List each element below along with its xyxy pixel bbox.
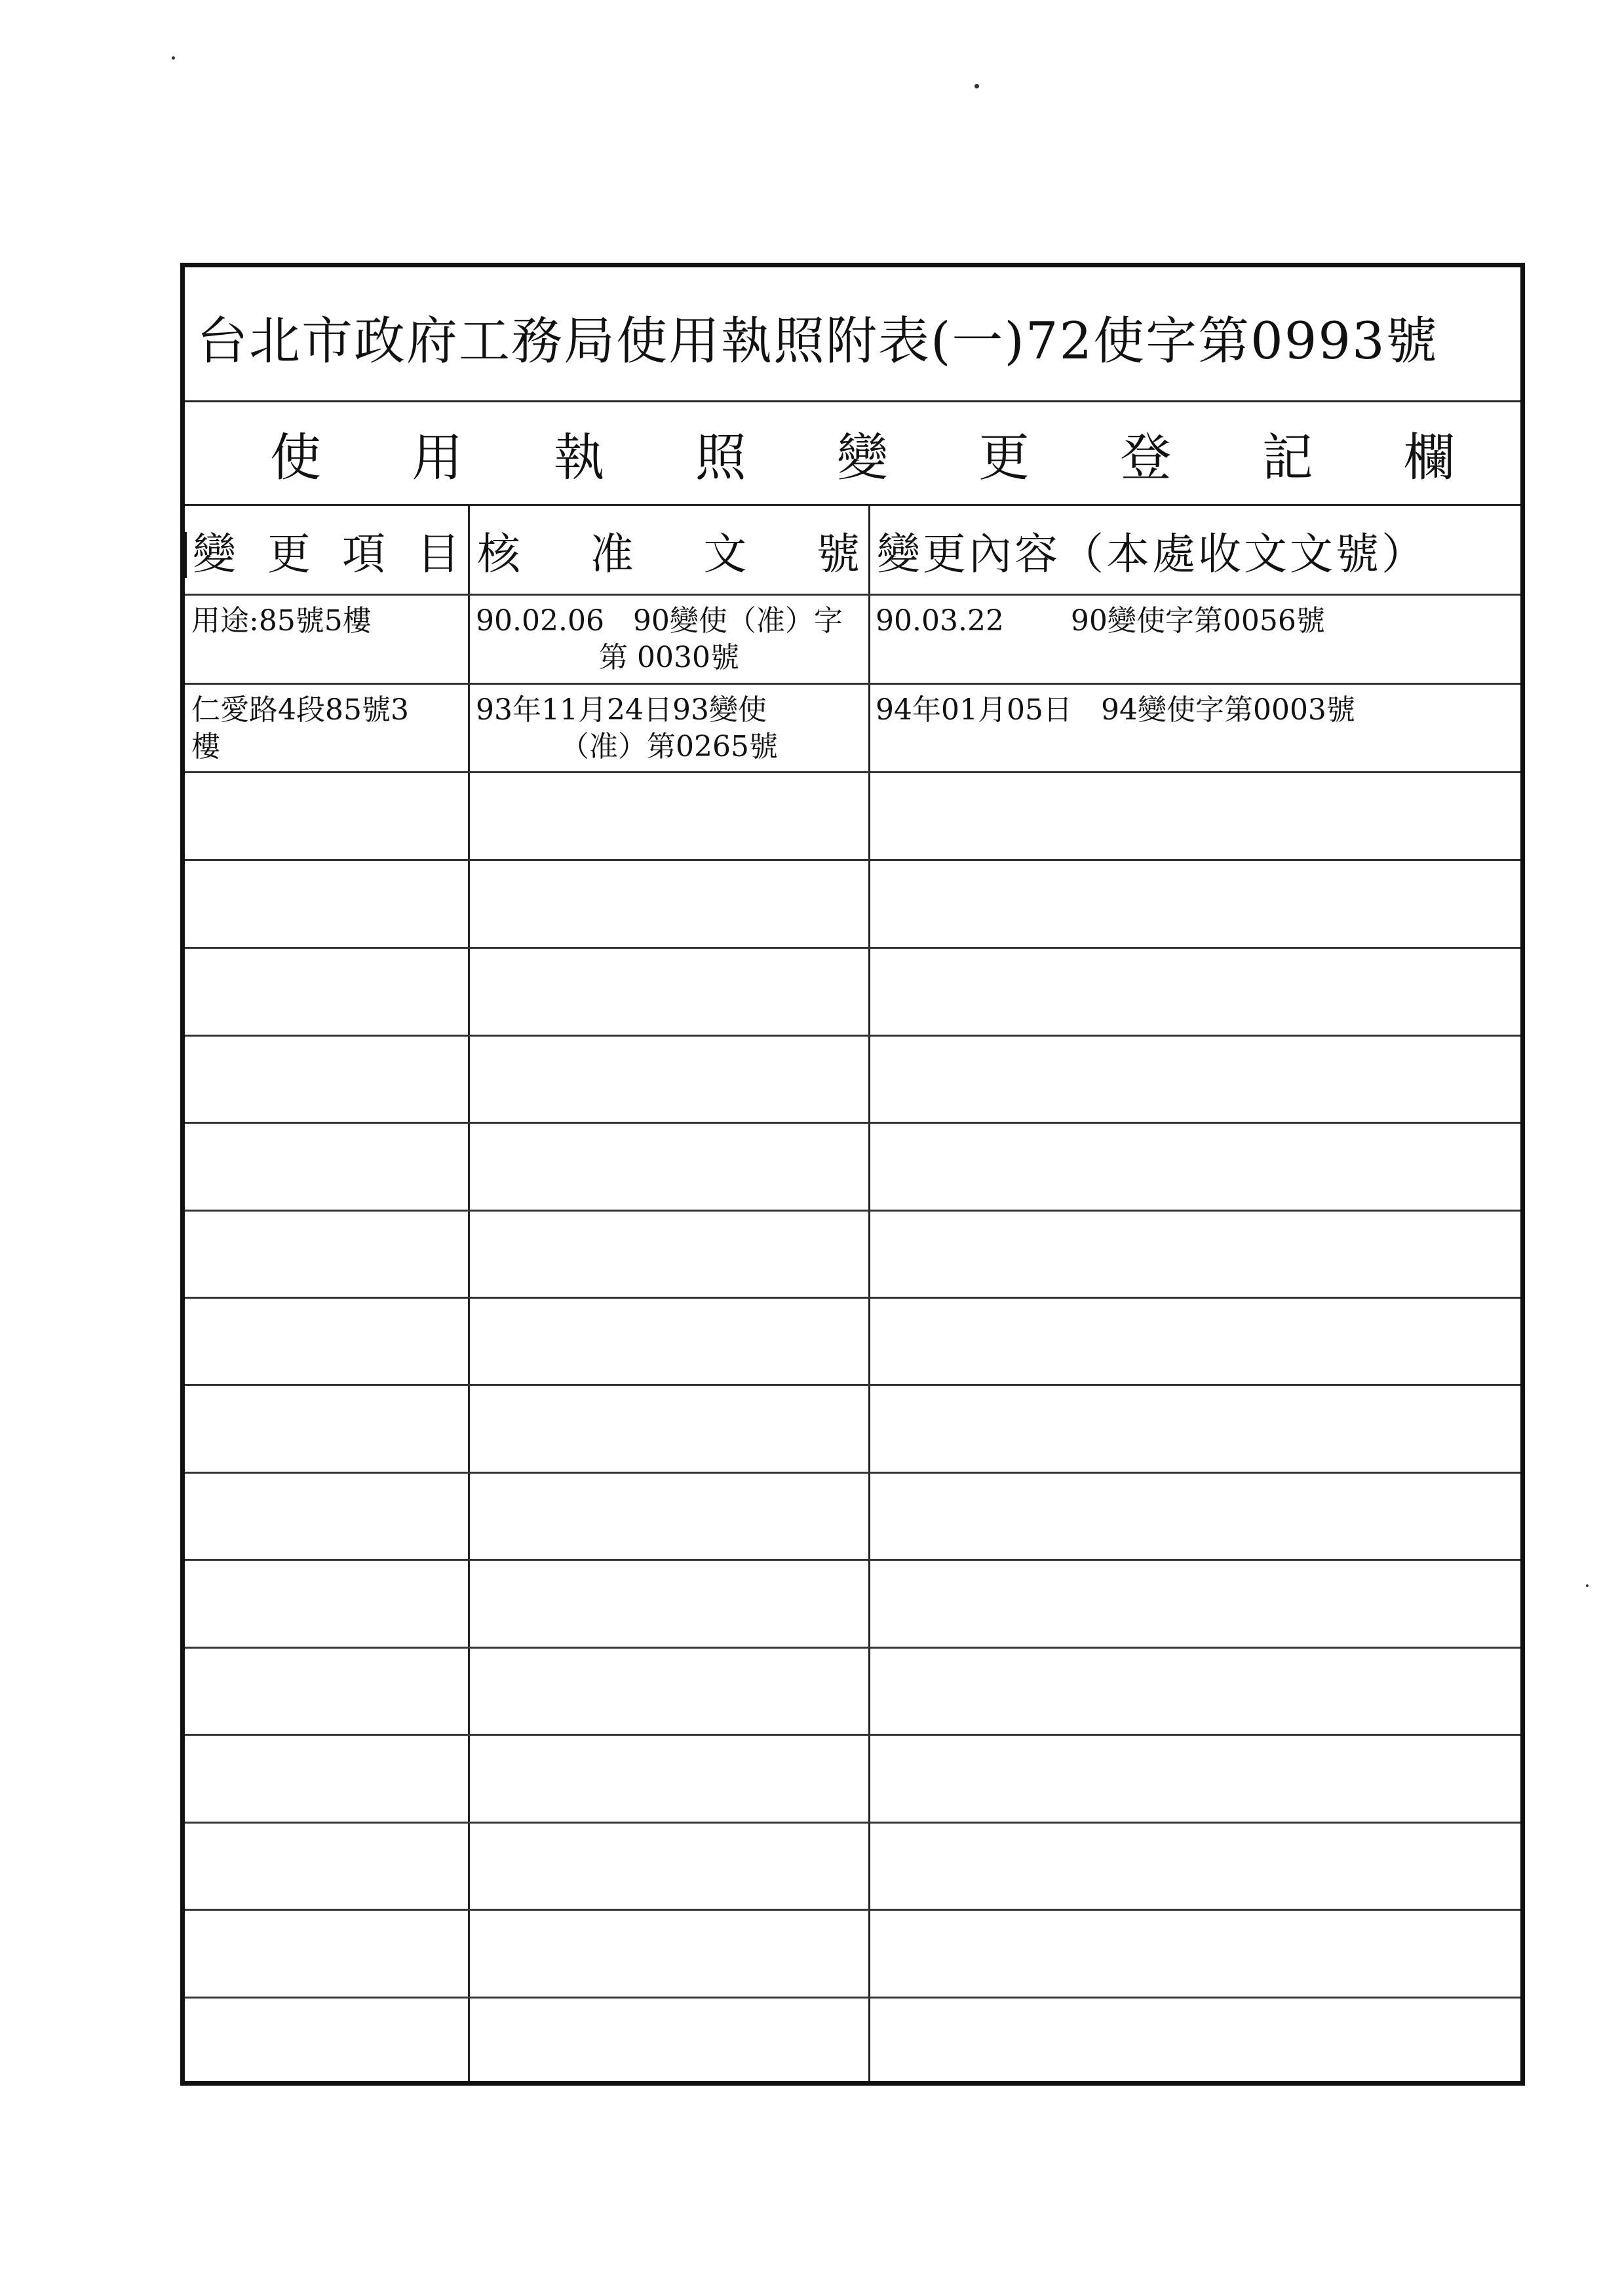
cell-line: 94年01月05日 94變使字第0003號 <box>876 693 1355 727</box>
row-divider <box>185 1472 1520 1474</box>
cell-line: 93年11月24日93變使 <box>476 693 767 727</box>
subtitle-char: 更 <box>978 428 1030 488</box>
row-divider <box>185 947 1520 949</box>
subtitle-char: 變 <box>836 428 888 488</box>
row-divider <box>185 1734 1520 1736</box>
subtitle-char: 用 <box>412 428 463 488</box>
header-char: 准 <box>590 528 634 579</box>
change-content-cell <box>876 603 1325 640</box>
scan-speck <box>1586 1584 1589 1587</box>
row-divider <box>185 1297 1520 1299</box>
change-content-cell <box>876 692 1355 729</box>
header-char: 號 <box>816 528 860 579</box>
header-char: 變 <box>193 528 236 579</box>
header-text: 變更內容（本處收文文號） <box>877 528 1427 579</box>
column-header-change-content <box>877 506 1519 594</box>
form-title: 台北市政府工務局使用執照附表(一)72使字第0993號 <box>197 312 1438 371</box>
header-char: 項 <box>342 528 385 579</box>
title-row <box>185 267 1520 402</box>
column-divider <box>468 506 470 2081</box>
cell-line: （准）第0265號 <box>560 730 778 763</box>
row-divider <box>185 771 1520 773</box>
row-divider <box>185 594 1520 596</box>
cell-line: 樓 <box>191 730 220 763</box>
subtitle-char: 欄 <box>1403 428 1455 488</box>
row-divider <box>185 1122 1520 1124</box>
subtitle-char: 使 <box>270 428 322 488</box>
record-table <box>185 506 1520 2081</box>
subtitle-row <box>185 402 1520 506</box>
row-divider <box>185 1210 1520 1212</box>
approval-number-cell <box>476 603 862 676</box>
subtitle-char: 照 <box>695 428 746 488</box>
cell-line: 第 0030號 <box>599 641 739 674</box>
cell-line: 90.03.22 90變使字第0056號 <box>876 604 1325 638</box>
subtitle-char: 記 <box>1262 428 1313 488</box>
row-divider <box>185 1822 1520 1824</box>
header-char: 文 <box>703 528 747 579</box>
change-item-cell <box>191 692 409 765</box>
row-divider <box>185 1997 1520 1999</box>
column-header-change-item <box>193 506 460 594</box>
header-char: 核 <box>477 528 520 579</box>
row-divider <box>185 1384 1520 1386</box>
subtitle-char: 執 <box>553 428 605 488</box>
row-divider <box>185 683 1520 685</box>
scan-speck <box>172 56 175 60</box>
row-divider <box>185 1647 1520 1649</box>
column-divider <box>868 506 870 2081</box>
row-divider <box>185 1909 1520 1911</box>
cell-line: 仁愛路4段85號3 <box>191 693 409 727</box>
approval-number-cell <box>476 692 862 765</box>
scan-speck <box>974 84 979 88</box>
cell-line: 用途:85號5樓 <box>191 604 372 638</box>
change-item-cell <box>191 603 372 640</box>
cell-line: 90.02.06 90變使（准）字 <box>476 604 843 638</box>
row-divider <box>185 1559 1520 1561</box>
row-divider <box>185 1035 1520 1037</box>
license-change-form <box>180 263 1525 2086</box>
column-header-approval-number <box>477 506 860 594</box>
header-char: 更 <box>267 528 311 579</box>
header-char: 目 <box>417 528 460 579</box>
subtitle-char: 登 <box>1120 428 1172 488</box>
row-divider <box>185 859 1520 861</box>
